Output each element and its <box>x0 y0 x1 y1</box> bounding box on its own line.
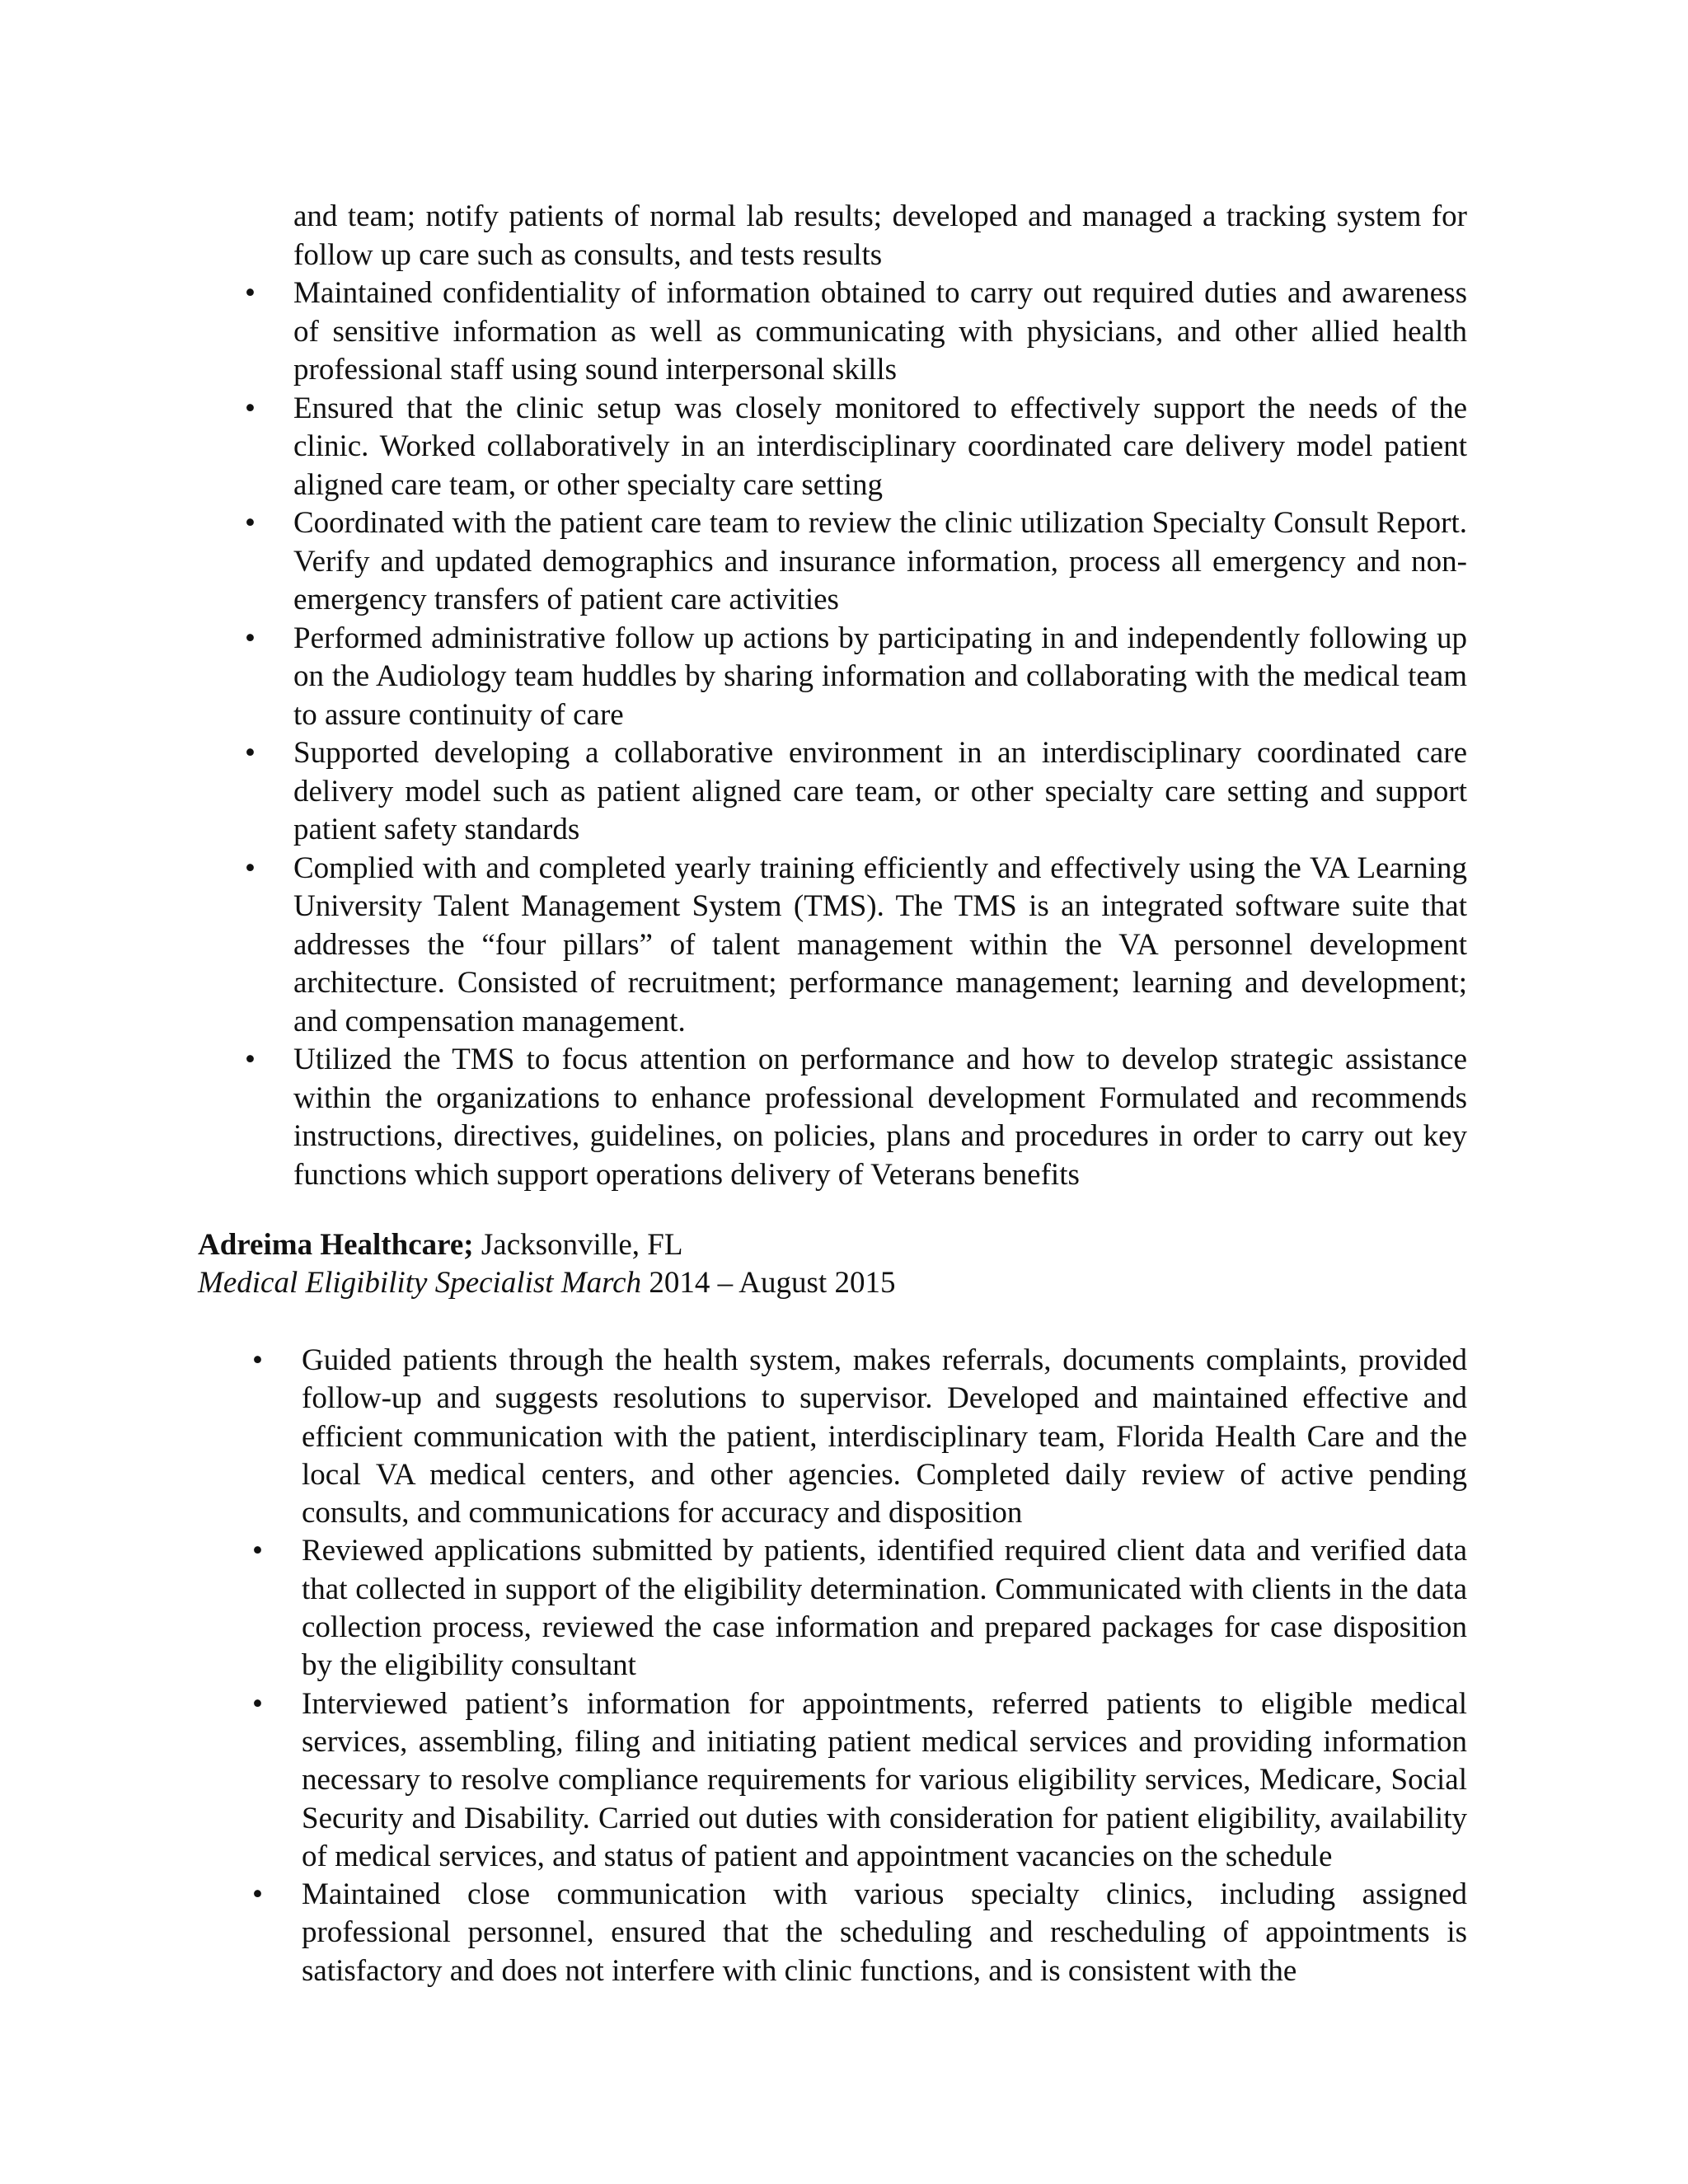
list-item <box>198 1342 1467 1532</box>
employer-name: Adreima Healthcare; <box>198 1228 474 1262</box>
list-item <box>198 850 1467 1042</box>
employer-location: Jacksonville, FL <box>473 1228 683 1262</box>
list-item <box>198 274 1467 390</box>
job-dates: 2014 – August 2015 <box>641 1266 896 1300</box>
bullet-icon: • <box>245 506 256 540</box>
bullet-text: Reviewed applications submitted by patients, identified required client data and verified data that collected in support of the eligibility determination. Communicated with clients in the data collection process, reviewed the case information and prepared packages for case disposition by the eligibility consultant <box>302 1534 1467 1683</box>
bullet-icon: • <box>245 276 256 310</box>
bullet-icon: • <box>252 1534 263 1568</box>
bullet-icon: • <box>245 621 256 655</box>
list-item <box>198 620 1467 735</box>
list-item <box>198 1532 1467 1685</box>
bullet-text: Ensured that the clinic setup was closely monitored to effectively support the needs of the clinic. Worked collaboratively in an interdisciplinary coordinated care delivery model patient aligned care team, or other specialty care setting <box>293 391 1467 502</box>
bullet-icon: • <box>245 1043 256 1076</box>
bullet-text: Maintained close communication with various specialty clinics, including assigned professional personnel, ensured that the scheduling and rescheduling of appointments is satisfactory and does not interfere with clinic functions, and is consistent with the <box>302 1877 1467 1988</box>
employer-heading <box>198 1226 682 1264</box>
bullet-text: Coordinated with the patient care team to review the clinic utilization Specialty Consult Report. Verify and updated demographics and insurance information, process all emergency and non-emergency transfers of patient care activities <box>293 506 1467 616</box>
bullet-icon: • <box>252 1686 263 1721</box>
bullet-text: Complied with and completed yearly training efficiently and effectively using the VA Learning University Talent Management System (TMS). The TMS is an integrated software suite that addresses the “four pillars” of talent management within the VA personnel development architecture. Consisted of recruitment; performance management; learning and development; and compensation management. <box>293 851 1467 1038</box>
list-item <box>198 1685 1467 1876</box>
bullet-text: Guided patients through the health system, makes referrals, documents complaints, provided follow-up and suggests resolutions to supervisor. Developed and maintained effective and efficient communication with the patient, interdisciplinary team, Florida Health Care and the local VA medical centers, and other agencies. Completed daily review of active pending consults, and communications for accuracy and disposition <box>302 1343 1467 1530</box>
list-item <box>198 1876 1467 1990</box>
experience-bullets-adreima <box>198 1342 1467 1990</box>
list-item <box>198 390 1467 505</box>
bullet-list <box>198 274 1467 1194</box>
job-title: Medical Eligibility Specialist March <box>198 1266 642 1300</box>
bullet-text: Interviewed patient’s information for appointments, referred patients to eligible medical services, assembling, filing and initiating patient medical services and providing information necessary to resolve compliance requirements for various eligibility services, Medicare, Social Security and Disability. Carried out duties with consideration for patient eligibility, availability of medical services, and status of patient and appointment vacancies on the schedule <box>302 1686 1467 1873</box>
bullet-text: Utilized the TMS to focus attention on performance and how to develop strategic assistance within the organizations to enhance professional development Formulated and recommends instructions, directives, guidelines, on policies, plans and procedures in order to carry out key functions which support operations delivery of Veterans benefits <box>293 1043 1467 1192</box>
job-title-line <box>198 1264 895 1302</box>
experience-bullets-previous-job <box>198 198 1467 1194</box>
bullet-text: Supported developing a collaborative environment in an interdisciplinary coordinated care delivery model such as patient aligned care team, or other specialty care setting and support patient safety standards <box>293 736 1467 846</box>
list-item <box>198 734 1467 850</box>
bullet-icon: • <box>245 851 256 885</box>
bullet-text: Performed administrative follow up actions by participating in and independently following up on the Audiology team huddles by sharing information and collaborating with the medical team to assure continuity of care <box>293 621 1467 732</box>
list-item <box>198 1041 1467 1194</box>
bullet-icon: • <box>252 1877 263 1912</box>
bullet-list <box>198 1342 1467 1990</box>
bullet-text: Maintained confidentiality of information obtained to carry out required duties and awareness of sensitive information as well as communicating with physicians, and other allied health professional staff using sound interpersonal skills <box>293 276 1467 387</box>
continued-bullet-text: and team; notify patients of normal lab results; developed and managed a tracking system for follow up care such as consults, and tests results <box>293 199 1467 272</box>
bullet-icon: • <box>245 391 256 425</box>
list-item <box>198 504 1467 620</box>
bullet-icon: • <box>245 736 256 770</box>
bullet-icon: • <box>252 1343 263 1377</box>
